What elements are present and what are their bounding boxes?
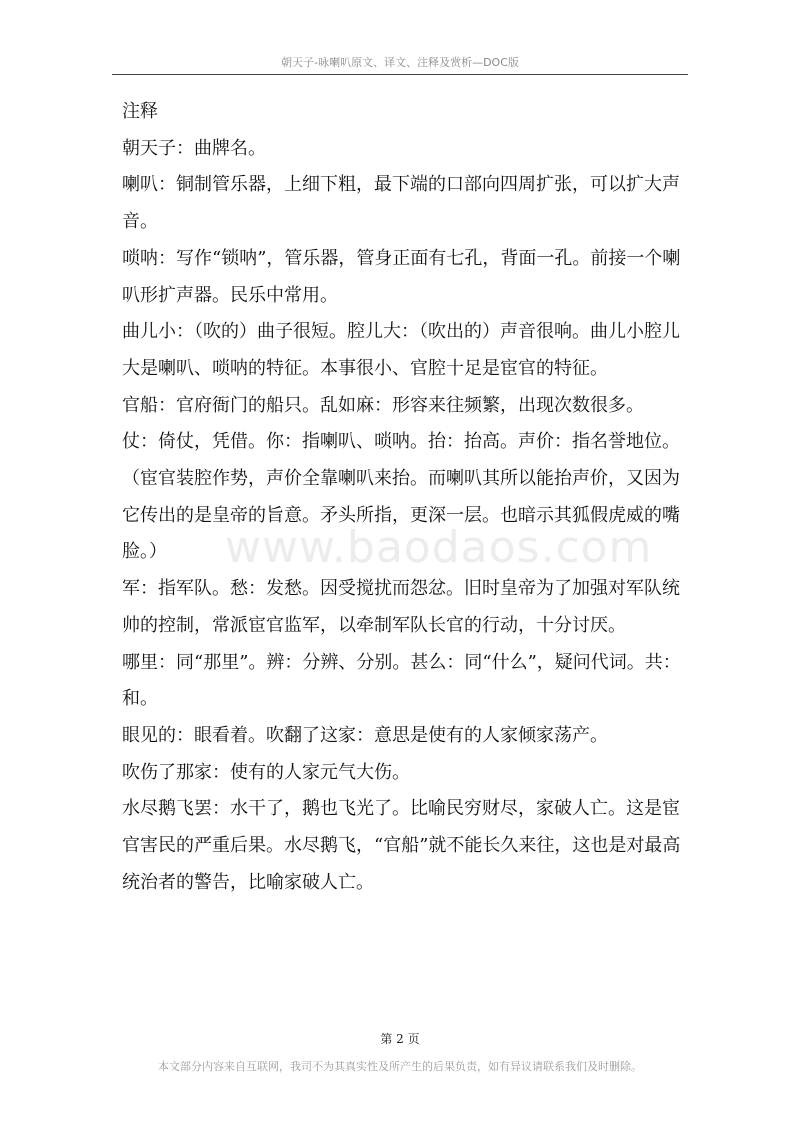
annotation-paragraph: 哪里：同“那里”。辨：分辨、分别。甚么：同“什么”，疑问代词。共：和。 (122, 651, 681, 710)
header-divider (112, 74, 688, 75)
section-title: 注释 (122, 101, 158, 122)
watermark: www.baodaos.com (225, 522, 653, 573)
document-body (122, 94, 688, 901)
page-number: 第 2 页 (380, 1032, 420, 1046)
annotation-paragraph: 水尽鹅飞罢：水干了，鹅也飞光了。比喻民穷财尽，家破人亡。这是宦官害民的严重后果。水尽鹅飞，“官船”就不能长久来往，这也是对最高统治者的警告，比喻家破人亡。 (122, 798, 681, 893)
page-header: 朝天子-咏喇叭原文、译文、注释及赏析—DOC版 (281, 56, 519, 69)
annotation-paragraph: 曲儿小：（吹的）曲子很短。腔儿大：（吹出的）声音很响。曲儿小腔儿大是喇叭、唢呐的特征。本事很小、官腔十足是宦官的特征。 (122, 321, 680, 379)
annotation-paragraph: 军：指军队。愁：发愁。因受搅扰而怨忿。旧时皇帝为了加强对军队统帅的控制，常派宦官监军，以牵制军队长官的行动，十分讨厌。 (122, 578, 680, 636)
annotation-paragraph: 唢呐：写作“锁呐”，管乐器，管身正面有七孔，背面一孔。前接一个喇叭形扩声器。民乐中常用。 (122, 247, 681, 306)
annotation-paragraph: 眼见的：眼看着。吹翻了这家：意思是使有的人家倾家荡产。 (122, 724, 608, 746)
annotation-paragraph: 喇叭：铜制管乐器，上细下粗，最下端的口部向四周扩张，可以扩大声音。 (122, 174, 680, 233)
annotation-paragraph: 吹伤了那家：使有的人家元气大伤。 (122, 761, 410, 783)
footer-disclaimer: 本文部分内容来自互联网，我司不为其真实性及所产生的后果负责，如有异议请联系我们及时删除。 (158, 1060, 642, 1073)
annotation-paragraph: 朝天子：曲牌名。 (122, 137, 266, 159)
annotation-paragraph: 官船：官府衙门的船只。乱如麻：形容来往频繁，出现次数很多。 (122, 394, 644, 416)
annotation-paragraph: 仗：倚仗，凭借。你：指喇叭、唢呐。抬：抬高。声价：指名誉地位。（宦官装腔作势，声价全靠喇叭来抬。而喇叭其所以能抬声价，又因为它传出的是皇帝的旨意。矛头所指，更深一层。也暗示其狐假虎威的嘴脸。） (122, 431, 680, 563)
